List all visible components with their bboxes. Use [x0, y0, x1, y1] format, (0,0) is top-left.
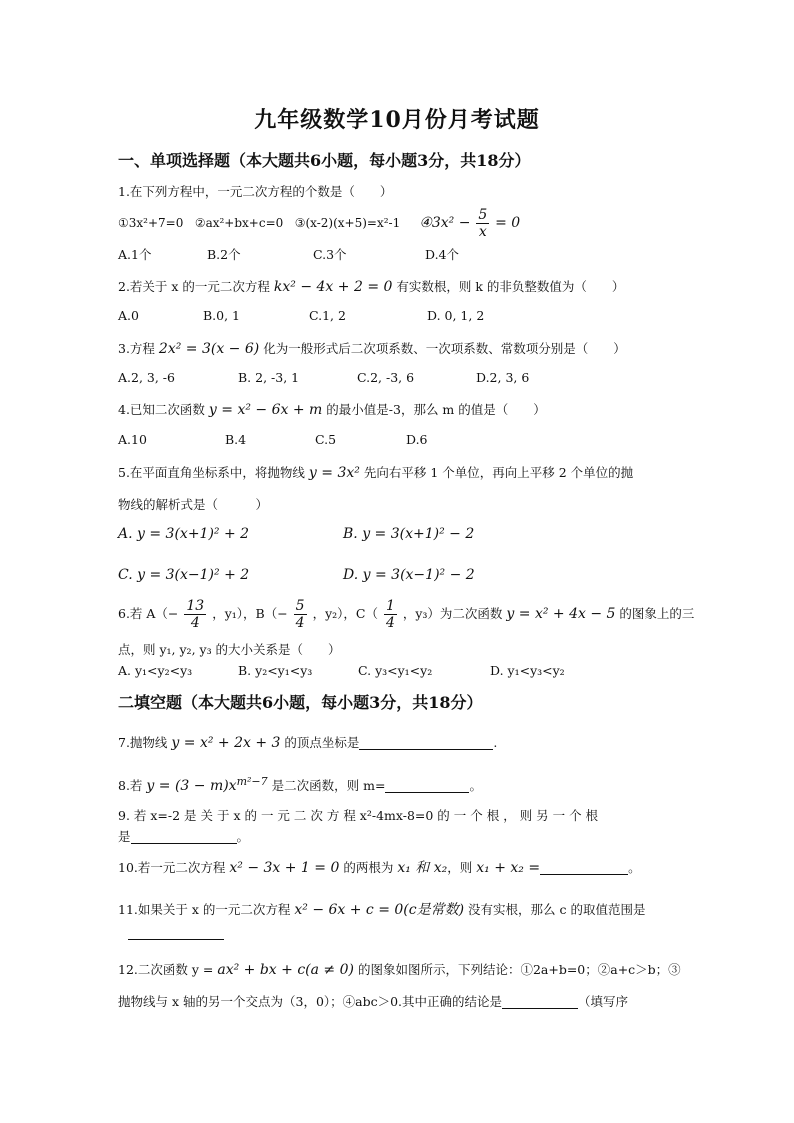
q8-exponent: m²−7: [236, 775, 268, 788]
fraction-denominator: 4: [295, 615, 305, 631]
question-11-line-2: [128, 925, 224, 940]
q2-option-d: D. 0, 1, 2: [427, 308, 485, 323]
fraction-denominator: x: [478, 224, 487, 240]
q8-text-post: 是二次函数，则 m=: [267, 778, 386, 794]
question-5-line-2: 物线的解析式是（ ）: [118, 497, 269, 512]
question-11: [118, 899, 646, 919]
q6-option-b: B. y₂<y₁<y₃: [238, 663, 313, 678]
question-4: [118, 400, 546, 418]
q9-text-end: 。: [236, 829, 250, 844]
q4-equation: y = x² − 6x + m: [208, 402, 323, 418]
q6-option-d: D. y₁<y₃<y₂: [490, 663, 565, 678]
q1-item-4: ④3x² −: [419, 215, 471, 231]
q5-option-c: C. y = 3(x−1)² + 2: [118, 567, 250, 583]
q8-text-pre: 8.若: [118, 778, 147, 794]
q10-roots: x₁ 和 x₂: [397, 860, 448, 876]
q10-answer-blank[interactable]: [540, 860, 628, 875]
q11-text-post: 没有实根，那么 c 的取值范围是: [464, 902, 646, 917]
q4-option-c: C.5: [315, 432, 337, 447]
q6-text-post: 的图象上的三: [615, 606, 695, 621]
q6-text-b: ，y₁），B（−: [212, 606, 288, 621]
q7-answer-blank[interactable]: [359, 735, 493, 750]
question-6-line-2: 点，则 y₁, y₂, y₃ 的大小关系是（ ）: [118, 642, 341, 657]
exam-title: 九年级数学10月份月考试题: [254, 107, 540, 133]
q2-option-c: C.1, 2: [309, 308, 346, 323]
q3-text-post: 化为一般形式后二次项系数、一次项系数、常数项分别是（ ）: [259, 341, 626, 356]
q8-equation: y = (3 − m)x: [146, 778, 237, 795]
q7-equation: y = x² + 2x + 3: [171, 735, 281, 751]
q12-text-line2: 抛物线与 x 轴的另一个交点为（3，0）；④abc＞0.其中正确的结论是: [118, 994, 503, 1009]
fraction-numerator: 5: [295, 598, 305, 614]
section-2-heading: 二填空题（本大题共6小题，每小题3分，共18分）: [118, 693, 483, 712]
fraction-numerator: 13: [186, 598, 205, 614]
question-12: [118, 960, 681, 978]
q6-fraction-c: [384, 598, 397, 631]
question-1: 1.在下列方程中，一元二次方程的个数是（ ）: [118, 184, 393, 199]
q3-option-a: A.2, 3, -6: [118, 370, 175, 385]
question-8: [118, 775, 482, 794]
q10-sum: x₁ + x₂ =: [476, 860, 541, 876]
q1-item-1: ①3x²+7=0: [118, 216, 184, 230]
q10-equation: x² − 3x + 1 = 0: [229, 860, 340, 876]
q7-text-post: 的顶点坐标是: [280, 735, 360, 750]
question-9-line-2: [118, 827, 249, 845]
q9-answer-blank[interactable]: [131, 829, 237, 844]
q6-text-c: ，y₂），C（: [312, 606, 378, 621]
q2-text-pre: 2.若关于 x 的一元二次方程: [118, 279, 274, 294]
q12-text-pre: 12.二次函数 y =: [118, 962, 218, 977]
q11-text-pre: 11.如果关于 x 的一元二次方程: [118, 902, 295, 917]
q1-option-b: B.2个: [207, 247, 241, 262]
q10-text-post: ，则: [447, 860, 477, 875]
question-5: [118, 463, 633, 481]
q2-option-a: A.0: [118, 308, 139, 323]
q7-text-pre: 7.抛物线: [118, 735, 172, 750]
q10-text-end: 。: [628, 860, 641, 875]
fraction-denominator: 4: [385, 615, 395, 631]
fraction-denominator: 4: [190, 615, 200, 631]
question-6: [118, 598, 694, 631]
q5-text-pre: 5.在平面直角坐标系中，将抛物线: [118, 465, 309, 480]
q1-option-a: A.1个: [118, 247, 152, 262]
q8-text-end: 。: [469, 778, 482, 794]
q12-answer-blank[interactable]: [502, 994, 578, 1009]
q5-text-post: 先向右平移 1 个单位，再向上平移 2 个单位的抛: [359, 465, 634, 480]
q1-option-c: C.3个: [313, 247, 347, 262]
q10-text-mid: 的两根为: [339, 860, 398, 875]
q4-text-post: 的最小值是-3，那么 m 的值是（ ）: [322, 402, 546, 417]
q6-fraction-a: [184, 598, 206, 631]
question-3: [118, 339, 626, 357]
question-1-equations: [118, 207, 520, 240]
q4-option-a: A.10: [118, 432, 147, 447]
q1-item-4-fraction: [476, 207, 489, 240]
q4-option-d: D.6: [406, 432, 428, 447]
question-12-line-2: [118, 992, 628, 1010]
fraction-numerator: 5: [478, 207, 488, 223]
q5-equation: y = 3x²: [308, 465, 360, 481]
q2-equation: kx² − 4x + 2 = 0: [273, 279, 393, 295]
q6-option-a: A. y₁<y₂<y₃: [118, 663, 193, 678]
q4-option-b: B.4: [225, 432, 247, 447]
q12-text-end: （填写序: [578, 994, 629, 1009]
q2-option-b: B.0, 1: [203, 308, 241, 323]
q5-option-a: A. y = 3(x+1)² + 2: [118, 526, 250, 542]
q6-fraction-b: [294, 598, 307, 631]
question-7: [118, 733, 497, 751]
question-10: [118, 857, 641, 877]
q3-option-b: B. 2, -3, 1: [238, 370, 300, 385]
q4-text-pre: 4.已知二次函数: [118, 402, 209, 417]
q8-answer-blank[interactable]: [385, 778, 469, 793]
q12-equation: ax² + bx + c(a ≠ 0): [217, 962, 354, 978]
question-9: 9. 若 x=-2 是 关 于 x 的 一 元 二 次 方 程 x²-4mx-8=0 的 一 个 根 ， 则 另 一 个 根: [118, 808, 599, 823]
q1-option-d: D.4个: [425, 247, 460, 262]
q5-option-b: B. y = 3(x+1)² − 2: [343, 526, 475, 542]
q6-text-d: ，y₃）为二次函数: [402, 606, 507, 621]
section-1-heading: 一、单项选择题（本大题共6小题，每小题3分，共18分）: [118, 151, 531, 170]
q2-text-post: 有实数根，则 k 的非负整数值为（ ）: [392, 279, 625, 294]
q1-item-4-rhs: = 0: [495, 215, 521, 231]
q3-text-pre: 3.方程: [118, 341, 159, 356]
q3-equation: 2x² = 3(x − 6): [158, 341, 260, 357]
q6-equation: y = x² + 4x − 5: [506, 606, 616, 622]
fraction-numerator: 1: [385, 598, 395, 614]
q11-equation: x² − 6x + c = 0(c是常数): [294, 902, 465, 918]
q1-item-2: ②ax²+bx+c=0: [194, 216, 284, 230]
q3-option-c: C.2, -3, 6: [357, 370, 415, 385]
q5-option-d: D. y = 3(x−1)² − 2: [343, 567, 475, 583]
q3-option-d: D.2, 3, 6: [476, 370, 530, 385]
q11-answer-blank[interactable]: [128, 925, 224, 940]
q10-text-pre: 10.若一元二次方程: [118, 860, 230, 875]
q12-text-post: 的图象如图所示，下列结论：①2a+b=0；②a+c＞b；③: [353, 962, 681, 977]
q7-text-end: .: [493, 735, 498, 750]
q9-text-pre: 是: [118, 829, 131, 844]
q6-option-c: C. y₃<y₁<y₂: [358, 663, 433, 678]
q6-text-a: 6.若 A（−: [118, 606, 179, 621]
q1-item-3: ③(x-2)(x+5)=x²-1: [294, 216, 401, 230]
question-2: [118, 277, 624, 295]
